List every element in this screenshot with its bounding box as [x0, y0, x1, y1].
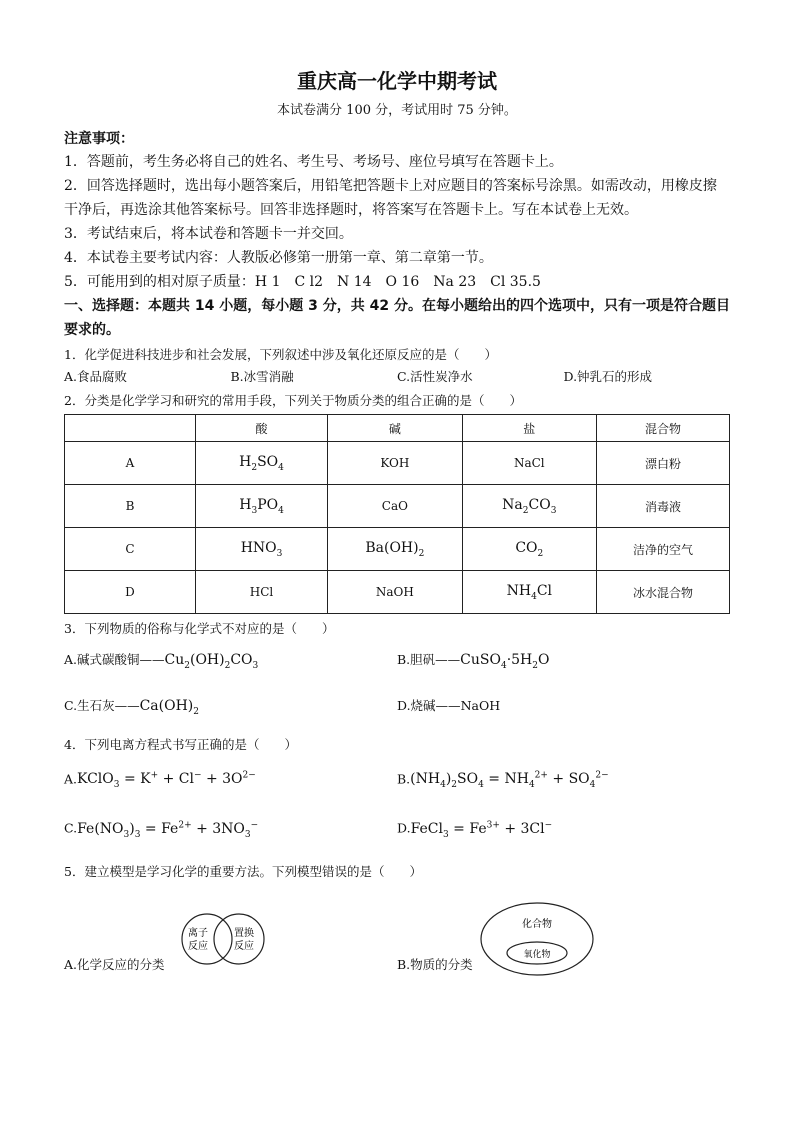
row-label: C	[65, 528, 196, 571]
notice-item: 5．可能用到的相对原子质量：H 1 C l2 N 14 O 16 Na 23 Cl 35.5	[64, 274, 541, 290]
table-row	[65, 442, 730, 485]
option-a: A.食品腐败	[64, 369, 128, 384]
page-subtitle: 本试卷满分 100 分，考试用时 75 分钟。	[277, 103, 517, 118]
option-b	[397, 756, 730, 805]
option-label: C.	[64, 820, 78, 836]
option-c	[64, 805, 397, 854]
option-b	[397, 640, 730, 686]
inner-label: 氧化物	[523, 949, 551, 960]
salt-cell: NaCl	[462, 442, 596, 485]
notice-list	[64, 150, 730, 294]
option-label: A.	[64, 771, 78, 787]
option-a	[64, 756, 397, 805]
question-3-stem: 3．下列物质的俗称与化学式不对应的是（ ）	[64, 621, 335, 636]
base-cell: KOH	[328, 442, 463, 485]
question-4-stem: 4．下列电离方程式书写正确的是（ ）	[64, 736, 297, 752]
question-1-options	[64, 366, 730, 388]
mixture-cell: 洁净的空气	[597, 528, 730, 571]
salt-cell: $CO_2$	[462, 528, 596, 571]
table-header-cell: 碱	[328, 415, 463, 442]
table-row	[65, 485, 730, 528]
question-2-stem: 2．分类是化学学习和研究的常用手段，下列关于物质分类的组合正确的是（ ）	[64, 393, 522, 408]
option-d	[397, 805, 730, 854]
page-title: 重庆高一化学中期考试	[297, 69, 497, 93]
notice-item: 4．本试卷主要考试内容：人教版必修第一册第一章、第二章第一节。	[64, 250, 493, 266]
option-label: B.物质的分类	[397, 956, 473, 972]
table-header-cell	[65, 415, 196, 442]
circle-label: 置换	[233, 927, 254, 939]
option-d	[397, 686, 730, 732]
option-d: D.钟乳石的形成	[563, 369, 653, 384]
row-label: A	[65, 442, 196, 485]
option-c: C.活性炭净水	[397, 369, 473, 384]
option-label: A.碱式碳酸铜——	[64, 652, 165, 667]
option-b: B.冰雪消融	[230, 369, 294, 384]
base-cell: CaO	[328, 485, 463, 528]
mixture-cell: 漂白粉	[597, 442, 730, 485]
circle-label: 反应	[187, 940, 208, 952]
option-b	[397, 899, 730, 979]
question-5-options	[64, 889, 730, 979]
equation: KClO$_3$ = $K^+ + Cl^- + 3O^{2-}$	[77, 770, 256, 791]
outer-label: 化合物	[521, 918, 552, 930]
notice-item: 1．答题前，考生务必将自己的姓名、考生号、考场号、座位号填写在答题卡上。	[64, 154, 563, 170]
option-c	[64, 686, 397, 732]
table-header-cell: 盐	[462, 415, 596, 442]
notice-item: 2．回答选择题时，选出每小题答案后，用铅笔把答题卡上对应题目的答案标号涂黑。如需改动，用橡皮擦干净后，再选涂其他答案标号。回答非选择题时，将答案写在答题卡上。写在本试卷上无效。	[64, 178, 717, 218]
formula: $Ca(OH)_2$	[139, 697, 199, 717]
option-label: D.	[397, 820, 411, 836]
question-3-options-row2	[64, 686, 730, 732]
table-row	[65, 528, 730, 571]
question-1-stem: 1．化学促进科技进步和社会发展，下列叙述中涉及氧化还原反应的是（ ）	[64, 347, 497, 362]
equation: FeCl$_3$ = $Fe^{3+} + 3Cl^-$	[410, 820, 553, 840]
option-label: A.化学反应的分类	[64, 956, 165, 972]
notice-item: 3．考试结束后，将本试卷和答题卡一并交回。	[64, 226, 353, 242]
mixture-cell: 消毒液	[597, 485, 730, 528]
base-cell: $Ba(OH)_2$	[328, 528, 463, 571]
question-4-options-row2	[64, 805, 730, 854]
notice-heading: 注意事项：	[64, 131, 134, 147]
base-cell: NaOH	[328, 571, 463, 614]
classification-table	[64, 414, 730, 614]
option-label: B.胆矾——	[397, 652, 461, 667]
option-label: D.烧碱——	[397, 697, 461, 713]
question-4-options-row1	[64, 756, 730, 805]
circle-label: 离子	[187, 927, 208, 939]
substance-nested-diagram	[477, 899, 597, 979]
formula: NaOH	[460, 697, 501, 713]
exam-page	[64, 66, 730, 979]
acid-cell: $HNO_3$	[195, 528, 327, 571]
salt-cell: $NH_4Cl$	[462, 571, 596, 614]
table-row	[65, 571, 730, 614]
option-label: C.生石灰——	[64, 697, 140, 713]
table-header-cell: 酸	[195, 415, 327, 442]
table-header-row	[65, 415, 730, 442]
reaction-venn-diagram	[169, 909, 279, 969]
mixture-cell: 冰水混合物	[597, 571, 730, 614]
option-a	[64, 640, 397, 686]
circle-label: 反应	[233, 940, 254, 952]
table-header-cell: 混合物	[597, 415, 730, 442]
row-label: D	[65, 571, 196, 614]
question-5-stem: 5．建立模型是学习化学的重要方法。下列模型错误的是（ ）	[64, 863, 422, 879]
row-label: B	[65, 485, 196, 528]
formula: $Cu_2(OH)_2CO_3$	[164, 652, 259, 671]
acid-cell: $H_2SO_4$	[195, 442, 327, 485]
equation: $Fe(NO_3)_3 = Fe^{2+} + 3NO_3^-$	[77, 820, 259, 840]
acid-cell: HCl	[195, 571, 327, 614]
formula: $CuSO_4\cdot 5H_2O$	[460, 652, 550, 671]
equation: $(NH_4)_2SO_4 = NH_4^{2+} + SO_4^{2-}$	[410, 770, 609, 791]
option-a	[64, 909, 397, 979]
option-label: B.	[397, 771, 411, 787]
section-heading: 一、选择题：本题共 14 小题，每小题 3 分，共 42 分。在每小题给出的四个选项中，只有一项是符合题目要求的。	[64, 298, 730, 338]
salt-cell: $Na_2CO_3$	[462, 485, 596, 528]
acid-cell: $H_3PO_4$	[195, 485, 327, 528]
question-3-options-row1	[64, 640, 730, 686]
